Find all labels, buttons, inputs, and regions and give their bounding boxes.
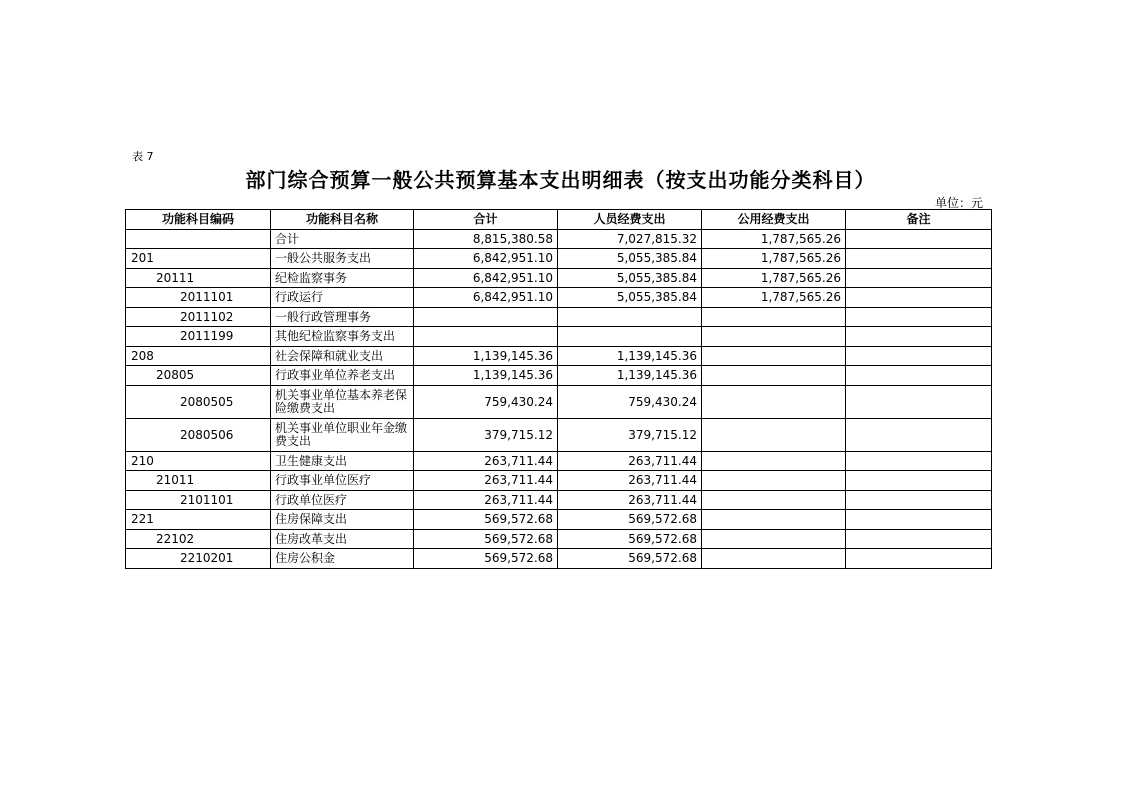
cell-note	[846, 366, 992, 386]
cell-note	[846, 510, 992, 530]
cell-code: 21011	[126, 471, 271, 491]
table-header-row	[126, 210, 992, 230]
cell-note	[846, 229, 992, 249]
cell-code: 22102	[126, 529, 271, 549]
cell-public	[702, 510, 846, 530]
cell-public	[702, 346, 846, 366]
table-row	[126, 307, 992, 327]
cell-name: 卫生健康支出	[271, 451, 414, 471]
cell-total: 6,842,951.10	[414, 249, 558, 269]
cell-personnel: 1,139,145.36	[558, 346, 702, 366]
cell-code: 2210201	[126, 549, 271, 569]
cell-public	[702, 529, 846, 549]
cell-code	[126, 229, 271, 249]
cell-name: 行政运行	[271, 288, 414, 308]
cell-note	[846, 249, 992, 269]
header-personnel: 人员经费支出	[558, 210, 702, 230]
table-row	[126, 490, 992, 510]
cell-total: 6,842,951.10	[414, 268, 558, 288]
cell-public: 1,787,565.26	[702, 288, 846, 308]
cell-total: 759,430.24	[414, 385, 558, 418]
cell-public	[702, 307, 846, 327]
cell-personnel: 5,055,385.84	[558, 288, 702, 308]
table-number: 表 7	[132, 150, 154, 163]
header-public: 公用经费支出	[702, 210, 846, 230]
cell-name: 住房保障支出	[271, 510, 414, 530]
cell-note	[846, 471, 992, 491]
header-name: 功能科目名称	[271, 210, 414, 230]
table-row	[126, 327, 992, 347]
cell-note	[846, 268, 992, 288]
cell-name: 社会保障和就业支出	[271, 346, 414, 366]
cell-code: 2011102	[126, 307, 271, 327]
cell-total: 569,572.68	[414, 549, 558, 569]
cell-personnel: 263,711.44	[558, 451, 702, 471]
page-title: 部门综合预算一般公共预算基本支出明细表（按支出功能分类科目）	[245, 168, 876, 192]
table-row	[126, 510, 992, 530]
cell-note	[846, 346, 992, 366]
cell-name: 住房改革支出	[271, 529, 414, 549]
cell-code: 2011101	[126, 288, 271, 308]
cell-total	[414, 327, 558, 347]
cell-total: 6,842,951.10	[414, 288, 558, 308]
table-row	[126, 268, 992, 288]
cell-public: 1,787,565.26	[702, 268, 846, 288]
cell-name: 机关事业单位职业年金缴费支出	[271, 418, 414, 451]
cell-note	[846, 490, 992, 510]
cell-personnel: 1,139,145.36	[558, 366, 702, 386]
cell-personnel: 5,055,385.84	[558, 249, 702, 269]
cell-name: 住房公积金	[271, 549, 414, 569]
cell-total: 569,572.68	[414, 510, 558, 530]
cell-personnel: 379,715.12	[558, 418, 702, 451]
table-row	[126, 418, 992, 451]
cell-personnel: 5,055,385.84	[558, 268, 702, 288]
cell-note	[846, 385, 992, 418]
cell-personnel: 263,711.44	[558, 490, 702, 510]
cell-name: 合计	[271, 229, 414, 249]
cell-personnel: 7,027,815.32	[558, 229, 702, 249]
cell-note	[846, 529, 992, 549]
table-row	[126, 346, 992, 366]
cell-code: 201	[126, 249, 271, 269]
header-code: 功能科目编码	[126, 210, 271, 230]
cell-code: 20111	[126, 268, 271, 288]
unit-label: 单位：元	[934, 196, 983, 210]
table-row	[126, 549, 992, 569]
cell-public	[702, 471, 846, 491]
cell-public	[702, 385, 846, 418]
table-row	[126, 385, 992, 418]
cell-total: 379,715.12	[414, 418, 558, 451]
cell-public: 1,787,565.26	[702, 249, 846, 269]
table-row	[126, 288, 992, 308]
cell-total: 263,711.44	[414, 451, 558, 471]
cell-personnel: 263,711.44	[558, 471, 702, 491]
cell-code: 208	[126, 346, 271, 366]
cell-note	[846, 288, 992, 308]
cell-personnel: 569,572.68	[558, 529, 702, 549]
header-note: 备注	[846, 210, 992, 230]
cell-name: 一般公共服务支出	[271, 249, 414, 269]
cell-name: 纪检监察事务	[271, 268, 414, 288]
header-total: 合计	[414, 210, 558, 230]
cell-total	[414, 307, 558, 327]
cell-code: 20805	[126, 366, 271, 386]
cell-public	[702, 549, 846, 569]
cell-total: 263,711.44	[414, 471, 558, 491]
table-row	[126, 529, 992, 549]
cell-public	[702, 418, 846, 451]
cell-public	[702, 366, 846, 386]
cell-personnel	[558, 327, 702, 347]
cell-name: 一般行政管理事务	[271, 307, 414, 327]
cell-note	[846, 418, 992, 451]
cell-name: 机关事业单位基本养老保险缴费支出	[271, 385, 414, 418]
cell-public	[702, 490, 846, 510]
cell-total: 1,139,145.36	[414, 346, 558, 366]
cell-name: 行政事业单位医疗	[271, 471, 414, 491]
cell-personnel: 569,572.68	[558, 510, 702, 530]
table-row	[126, 366, 992, 386]
cell-note	[846, 307, 992, 327]
cell-note	[846, 327, 992, 347]
cell-code: 2080505	[126, 385, 271, 418]
cell-public	[702, 327, 846, 347]
cell-code: 2080506	[126, 418, 271, 451]
budget-table	[125, 209, 992, 569]
cell-personnel: 759,430.24	[558, 385, 702, 418]
cell-total: 1,139,145.36	[414, 366, 558, 386]
cell-name: 行政事业单位养老支出	[271, 366, 414, 386]
cell-code: 2101101	[126, 490, 271, 510]
cell-personnel	[558, 307, 702, 327]
cell-personnel: 569,572.68	[558, 549, 702, 569]
cell-code: 210	[126, 451, 271, 471]
table-row	[126, 471, 992, 491]
cell-total: 8,815,380.58	[414, 229, 558, 249]
cell-public: 1,787,565.26	[702, 229, 846, 249]
cell-code: 221	[126, 510, 271, 530]
cell-note	[846, 549, 992, 569]
cell-public	[702, 451, 846, 471]
table-row	[126, 451, 992, 471]
table-row	[126, 249, 992, 269]
cell-name: 行政单位医疗	[271, 490, 414, 510]
cell-name: 其他纪检监察事务支出	[271, 327, 414, 347]
table-row	[126, 229, 992, 249]
cell-code: 2011199	[126, 327, 271, 347]
cell-note	[846, 451, 992, 471]
cell-total: 263,711.44	[414, 490, 558, 510]
cell-total: 569,572.68	[414, 529, 558, 549]
